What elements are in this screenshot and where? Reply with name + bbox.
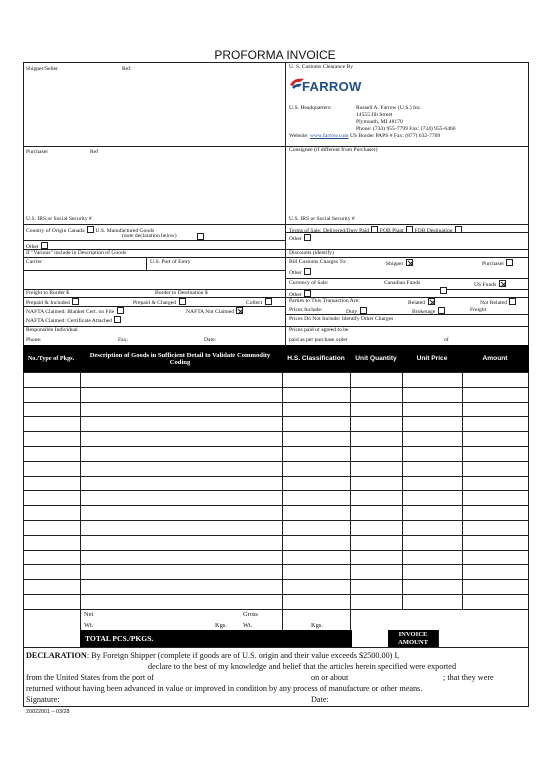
declaration-line3a: from the United States from the port of bbox=[26, 673, 155, 682]
brand-name: FARROW bbox=[302, 79, 362, 94]
table-cell[interactable] bbox=[283, 491, 349, 504]
table-cell[interactable] bbox=[351, 417, 401, 430]
nafta-blanket-label: NAFTA Claimed: Blanket Cert. on File bbox=[26, 309, 115, 315]
table-cell[interactable] bbox=[403, 417, 461, 430]
table-cell[interactable] bbox=[283, 462, 349, 475]
prices-include-label: Prices Include: bbox=[289, 307, 323, 313]
origin-us-label: U.S. Manufactured Goods bbox=[95, 228, 155, 234]
website-label: Website: bbox=[289, 133, 309, 139]
bill-shipper-row bbox=[386, 259, 413, 268]
company-street: 14555 Jib Street bbox=[356, 112, 393, 118]
freight-prepaid-charged-row bbox=[133, 298, 186, 307]
origin-label: Country of Origin bbox=[26, 228, 67, 234]
table-cell[interactable] bbox=[463, 462, 527, 475]
origin-note: (note declaration below) bbox=[122, 233, 177, 239]
table-cell[interactable] bbox=[283, 580, 349, 593]
total-pcs-label: TOTAL PCS./PKGS. bbox=[85, 634, 154, 643]
currency-label: Currency of Sale: bbox=[289, 280, 329, 286]
table-cell[interactable] bbox=[463, 595, 527, 608]
terms-ddp-checkbox[interactable] bbox=[371, 226, 378, 233]
nafta-cert-checkbox[interactable] bbox=[114, 316, 121, 323]
bill-customs-label: Bill Customs Charges To: bbox=[289, 259, 347, 265]
declaration-label: DECLARATION bbox=[26, 651, 87, 660]
terms-fob-dest-checkbox[interactable] bbox=[455, 226, 462, 233]
net-wt-label: Wt. bbox=[84, 622, 94, 629]
bill-purchaser-row bbox=[482, 259, 513, 268]
table-cell[interactable] bbox=[351, 373, 401, 386]
responsible-label: Responsible Individual bbox=[26, 327, 78, 333]
table-cell[interactable] bbox=[81, 388, 281, 401]
col-header-quantity: Unit Quantity bbox=[352, 346, 400, 371]
table-cell[interactable] bbox=[283, 565, 349, 578]
nafta-not-claimed-row bbox=[186, 307, 243, 316]
table-cell[interactable] bbox=[351, 477, 401, 490]
declaration-date-label: Date: bbox=[311, 695, 329, 704]
prepaid-charged-checkbox[interactable] bbox=[179, 298, 186, 305]
table-column-line bbox=[528, 372, 529, 609]
nafta-cert-row bbox=[26, 316, 121, 325]
table-cell[interactable] bbox=[403, 432, 461, 445]
bill-shipper-checkbox[interactable] bbox=[406, 259, 413, 266]
gross-wt-label: Wt. bbox=[243, 622, 253, 629]
bill-other-checkbox[interactable] bbox=[304, 268, 311, 275]
table-cell[interactable] bbox=[81, 491, 281, 504]
consignee-label: Consignee (if different from Purchaser) bbox=[289, 147, 378, 153]
farrow-logo bbox=[288, 76, 362, 96]
freight-border-label: Freight to Border $ bbox=[26, 290, 70, 296]
currency-usd-checkbox[interactable] bbox=[499, 280, 506, 287]
port-of-entry-label: U.S. Port of Entry bbox=[150, 259, 191, 265]
table-cell[interactable] bbox=[24, 565, 79, 578]
table-cell[interactable] bbox=[403, 403, 461, 416]
table-cell[interactable] bbox=[24, 551, 79, 564]
terms-fob-plant-label: FOB Plant bbox=[379, 228, 404, 234]
table-cell[interactable] bbox=[24, 432, 79, 445]
col-header-pkgs: No./Type of Pkgs. bbox=[25, 346, 77, 371]
signature-label: Signature: bbox=[26, 695, 60, 704]
hq-label: U.S. Headquarters: bbox=[289, 105, 332, 111]
company-city: Plymouth, MI 48170 bbox=[356, 119, 403, 125]
table-cell[interactable] bbox=[463, 521, 527, 534]
prices-duty-label: Duty bbox=[346, 309, 358, 315]
table-cell[interactable] bbox=[351, 388, 401, 401]
bill-other-label: Other bbox=[289, 270, 302, 276]
collect-label: Collect bbox=[246, 300, 263, 306]
prepaid-included-checkbox[interactable] bbox=[72, 298, 79, 305]
table-cell[interactable] bbox=[283, 447, 349, 460]
contact-phone-label: Phone: bbox=[26, 337, 42, 343]
paps-line: US Border PAPS # Fax: (877) 632-7769 bbox=[349, 133, 441, 139]
table-cell[interactable] bbox=[81, 551, 281, 564]
not-related-label: Not Related bbox=[480, 300, 507, 306]
bill-purchaser-checkbox[interactable] bbox=[506, 259, 513, 266]
shipper-ref-label: Ref: bbox=[122, 66, 132, 72]
table-cell[interactable] bbox=[283, 551, 349, 564]
table-cell[interactable] bbox=[351, 403, 401, 416]
invoice-amount-label: INVOICE AMOUNT bbox=[397, 631, 429, 646]
table-cell[interactable] bbox=[24, 373, 79, 386]
table-cell[interactable] bbox=[283, 417, 349, 430]
form-code: 20022001 – 03/28 bbox=[26, 709, 70, 715]
currency-usd-row bbox=[474, 280, 506, 289]
carrier-label: Carrier bbox=[26, 259, 42, 265]
table-cell[interactable] bbox=[24, 521, 79, 534]
prices-duty-checkbox[interactable] bbox=[360, 307, 367, 314]
table-cell[interactable] bbox=[24, 417, 79, 430]
table-cell[interactable] bbox=[403, 506, 461, 519]
table-cell[interactable] bbox=[403, 565, 461, 578]
company-name: Russell A. Farrow (U.S.) Inc. bbox=[356, 105, 422, 111]
table-cell[interactable] bbox=[463, 432, 527, 445]
table-cell[interactable] bbox=[81, 565, 281, 578]
col-header-amount: Amount bbox=[464, 346, 526, 371]
table-cell[interactable] bbox=[24, 595, 79, 608]
table-cell[interactable] bbox=[283, 373, 349, 386]
nafta-blanket-row bbox=[26, 307, 124, 316]
table-cell[interactable] bbox=[403, 491, 461, 504]
terms-fob-plant-checkbox[interactable] bbox=[406, 226, 413, 233]
table-cell[interactable] bbox=[81, 595, 281, 608]
table-cell[interactable] bbox=[81, 536, 281, 549]
company-phone: Phone: (734) 955-7799 Fax: (734) 955-6466 bbox=[356, 126, 456, 132]
purchaser-ref-label: Ref bbox=[90, 149, 99, 155]
col-header-hs: H.S. Classification bbox=[284, 346, 348, 371]
prepaid-included-label: Prepaid & Included bbox=[26, 300, 70, 306]
totals-divider bbox=[438, 630, 439, 647]
declaration-text1: : By Foreign Shipper (complete if goods are of U.S. origin and their value exceeds $2500.00) I, bbox=[86, 651, 400, 660]
bill-other-row bbox=[289, 268, 311, 277]
prices-not-include-label: Prices Do Not Include: Identify Other Charges bbox=[289, 316, 394, 322]
terms-row bbox=[289, 226, 462, 235]
table-cell[interactable] bbox=[463, 565, 527, 578]
origin-other-label: Other bbox=[26, 244, 39, 250]
contact-fax-label: Fax: bbox=[118, 337, 128, 343]
table-cell[interactable] bbox=[463, 477, 527, 490]
prices-brokerage-row bbox=[412, 307, 445, 316]
table-cell[interactable] bbox=[403, 477, 461, 490]
not-related-checkbox[interactable] bbox=[509, 298, 516, 305]
prices-duty-row bbox=[346, 307, 367, 316]
bill-shipper-label: Shipper bbox=[386, 261, 404, 267]
bill-purchaser-label: Purchaser bbox=[482, 261, 505, 267]
table-cell[interactable] bbox=[283, 521, 349, 534]
table-cell[interactable] bbox=[463, 447, 527, 460]
table-cell[interactable] bbox=[403, 580, 461, 593]
table-cell[interactable] bbox=[351, 521, 401, 534]
table-cell[interactable] bbox=[283, 388, 349, 401]
freight-prepaid-included-row bbox=[26, 298, 79, 307]
prices-brokerage-checkbox[interactable] bbox=[438, 307, 445, 314]
net-label: Net bbox=[84, 611, 94, 618]
table-cell[interactable] bbox=[81, 462, 281, 475]
freight-collect-row bbox=[246, 298, 272, 307]
prices-brokerage-label: Brokerage bbox=[412, 309, 436, 315]
origin-us-checkbox[interactable] bbox=[197, 233, 204, 240]
declaration-line1 bbox=[26, 651, 399, 661]
table-cell[interactable] bbox=[463, 388, 527, 401]
table-cell[interactable] bbox=[24, 580, 79, 593]
table-cell[interactable] bbox=[351, 506, 401, 519]
website-line bbox=[289, 133, 440, 140]
parties-label: Parties to This Transaction Are: bbox=[289, 298, 360, 304]
table-cell[interactable] bbox=[463, 506, 527, 519]
table-cell[interactable] bbox=[24, 491, 79, 504]
table-cell[interactable] bbox=[24, 388, 79, 401]
terms-fob-dest-label: FOB Destination bbox=[414, 228, 453, 234]
table-cell[interactable] bbox=[403, 462, 461, 475]
gross-label: Gross bbox=[243, 611, 258, 618]
freight-other-label: Other bbox=[289, 292, 302, 298]
table-cell[interactable] bbox=[81, 373, 281, 386]
declaration-line4: returned without having been advanced in value or improved in condition by any process of manufacture or other means. bbox=[26, 684, 423, 693]
gross-kgs-label: Kgs. bbox=[311, 622, 323, 629]
table-cell[interactable] bbox=[351, 447, 401, 460]
freight-destination-label: Border to Destination $ bbox=[155, 290, 208, 296]
table-cell[interactable] bbox=[24, 462, 79, 475]
terms-other-checkbox[interactable] bbox=[304, 234, 311, 241]
nafta-not-claimed-checkbox[interactable] bbox=[236, 307, 243, 314]
table-cell[interactable] bbox=[351, 536, 401, 549]
irs-left-label: U.S. IRS or Social Security # bbox=[26, 216, 92, 222]
terms-label: Terms of Sale: Delivered/Duty Paid bbox=[289, 228, 370, 234]
website-link[interactable]: www.farrow.com bbox=[309, 133, 349, 139]
table-cell[interactable] bbox=[351, 432, 401, 445]
table-cell[interactable] bbox=[403, 521, 461, 534]
net-kgs-label: Kgs. bbox=[215, 622, 227, 629]
table-cell[interactable] bbox=[24, 447, 79, 460]
table-cell[interactable] bbox=[351, 462, 401, 475]
terms-other-row bbox=[289, 234, 311, 243]
nafta-blanket-checkbox[interactable] bbox=[117, 307, 124, 314]
origin-canada-label: Canada bbox=[67, 228, 85, 234]
table-cell[interactable] bbox=[403, 536, 461, 549]
collect-checkbox[interactable] bbox=[265, 298, 272, 305]
table-cell[interactable] bbox=[283, 595, 349, 608]
origin-various-note: If "Various" include in Description of Goods bbox=[26, 250, 126, 256]
table-cell[interactable] bbox=[351, 565, 401, 578]
table-cell[interactable] bbox=[283, 432, 349, 445]
table-cell[interactable] bbox=[351, 551, 401, 564]
table-cell[interactable] bbox=[463, 373, 527, 386]
contact-date-label: Date: bbox=[204, 337, 217, 343]
table-cell[interactable] bbox=[81, 432, 281, 445]
table-cell[interactable] bbox=[283, 477, 349, 490]
table-cell[interactable] bbox=[351, 595, 401, 608]
currency-cad-checkbox[interactable] bbox=[440, 287, 447, 294]
table-cell[interactable] bbox=[24, 403, 79, 416]
table-cell[interactable] bbox=[463, 491, 527, 504]
prices-paid-line2: paid as per purchase order bbox=[289, 337, 348, 343]
origin-canada-checkbox[interactable] bbox=[87, 226, 94, 233]
table-cell[interactable] bbox=[81, 447, 281, 460]
prices-paid-line1: Prices paid or agreed to be bbox=[289, 327, 349, 333]
table-cell[interactable] bbox=[403, 373, 461, 386]
table-cell[interactable] bbox=[463, 551, 527, 564]
nafta-not-claimed-label: NAFTA Not Claimed bbox=[186, 309, 235, 315]
table-cell[interactable] bbox=[81, 417, 281, 430]
purchaser-label: Purchaser bbox=[26, 149, 49, 155]
parties-not-related-row bbox=[480, 298, 516, 307]
table-cell[interactable] bbox=[403, 447, 461, 460]
table-cell[interactable] bbox=[403, 595, 461, 608]
table-cell[interactable] bbox=[81, 506, 281, 519]
table-cell[interactable] bbox=[283, 506, 349, 519]
table-cell[interactable] bbox=[403, 551, 461, 564]
table-cell[interactable] bbox=[81, 580, 281, 593]
prepaid-charged-label: Prepaid & Charged bbox=[133, 300, 177, 306]
irs-right-label: U.S. IRS or Social Security # bbox=[289, 216, 355, 222]
table-cell[interactable] bbox=[283, 403, 349, 416]
table-cell[interactable] bbox=[283, 536, 349, 549]
table-cell[interactable] bbox=[24, 536, 79, 549]
parties-related-row bbox=[408, 298, 435, 307]
col-header-price: Unit Price bbox=[404, 346, 460, 371]
shipper-label: Shipper/Seller bbox=[26, 66, 59, 72]
currency-cad-label: Canadian Funds bbox=[384, 280, 421, 286]
freight-other-checkbox[interactable] bbox=[304, 290, 311, 297]
prices-freight-label: Freight bbox=[470, 307, 487, 313]
invoice-title: PROFORMA INVOICE bbox=[214, 48, 336, 62]
table-cell[interactable] bbox=[351, 491, 401, 504]
terms-other-label: Other bbox=[289, 236, 302, 242]
table-cell[interactable] bbox=[463, 536, 527, 549]
col-header-description: Description of Goods in Sufficient Detail to Validate Commodity Coding bbox=[82, 346, 278, 371]
table-cell[interactable] bbox=[81, 403, 281, 416]
table-cell[interactable] bbox=[403, 388, 461, 401]
declaration-line3b: on or about bbox=[311, 673, 349, 682]
table-cell[interactable] bbox=[24, 506, 79, 519]
origin-other-checkbox[interactable] bbox=[41, 242, 48, 249]
customs-heading: U. S. Customs Clearance By bbox=[289, 64, 354, 70]
nafta-cert-label: NAFTA Claimed: Certificate Attached bbox=[26, 318, 113, 324]
related-checkbox[interactable] bbox=[428, 298, 435, 305]
table-cell[interactable] bbox=[351, 580, 401, 593]
related-label: Related bbox=[408, 300, 426, 306]
currency-usd-label: US Funds bbox=[474, 282, 497, 288]
declaration-line2: declare to the best of my knowledge and belief that the articles herein specified were exported bbox=[148, 662, 457, 671]
table-cell[interactable] bbox=[81, 477, 281, 490]
table-cell[interactable] bbox=[463, 403, 527, 416]
table-cell[interactable] bbox=[463, 580, 527, 593]
table-cell[interactable] bbox=[24, 477, 79, 490]
prices-paid-of: of bbox=[444, 337, 449, 343]
declaration-line3c: ; that they were bbox=[443, 673, 494, 682]
discounts-label: Discounts (identify) bbox=[289, 250, 334, 256]
table-cell[interactable] bbox=[81, 521, 281, 534]
table-cell[interactable] bbox=[463, 417, 527, 430]
